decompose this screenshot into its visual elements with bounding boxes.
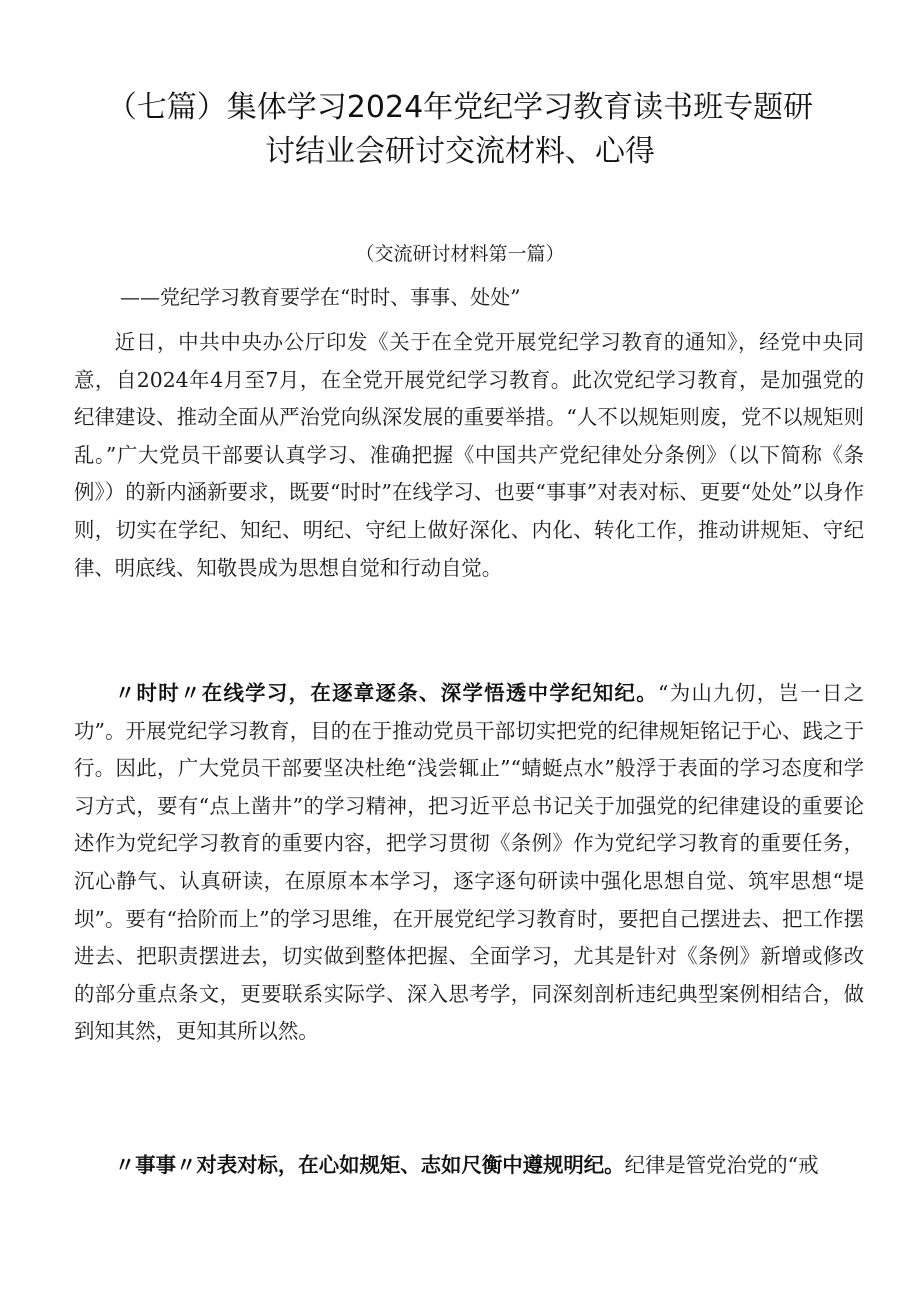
document-title bbox=[60, 86, 860, 174]
paragraph-lead-heading: 〃事事〃对表对标，在心如规矩、志如尺衡中遵规明纪。 bbox=[114, 1153, 625, 1177]
paragraph-text: “为山九仞，岂一日之功”。开展党纪学习教育，目的在于推动党员干部切实把党的纪律规矩铭记于心、践之于行。因此，广大党员干部要坚决杜绝“浅尝辄止”“蜻蜓点水”般浮于表面的学习态度和学习方式，要有“点上凿井”的学习精神，把习近平总书记关于加强党的纪律建设的重要论述作为党纪学习教育的重要内容，把学习贯彻《条例》作为党纪学习教育的重要任务，沉心静气、认真研读，在原原本本学习，逐字逐句研读中强化思想自觉、筑牢思想“堤坝”。要有“拾阶而上”的学习思维，在开展党纪学习教育时，要把自己摆进去、把工作摆进去、把职责摆进去，切实做到整体把握、全面学习，尤其是针对《条例》新增或修改的部分重点条文，更要联系实际学、深入思考学，同深刻剖析违纪典型案例相结合，做到知其然，更知其所以然。 bbox=[74, 681, 864, 1044]
paragraph-text: 纪律是管党治党的“戒 bbox=[624, 1153, 819, 1177]
theme-line: ——党纪学习教育要学在“时时、事事、处处” bbox=[120, 285, 521, 309]
paragraph-lead-heading: 〃时时〃在线学习，在逐章逐条、深学悟透中学纪知纪。 bbox=[114, 681, 659, 705]
paragraph-text: 近日，中共中央办公厅印发《关于在全党开展党纪学习教育的通知》，经党中央同意，自2024年4月至7月，在全党开展党纪学习教育。此次党纪学习教育，是加强党的纪律建设、推动全面从严治党向纵深发展的重要举措。“人不以规矩则废，党不以规矩则乱。”广大党员干部要认真学习、准确把握《中国共产党纪律处分条例》（以下简称《条例》）的新内涵新要求，既要“时时”在线学习、也要“事事”对表对标、更要“处处”以身作则，切实在学纪、知纪、明纪、守纪上做好深化、内化、转化工作，推动讲规矩、守纪律、明底线、知敬畏成为思想自觉和行动自觉。 bbox=[74, 330, 864, 580]
document-title-line-1: （七篇）集体学习2024年党纪学习教育读书班专题研 bbox=[106, 90, 814, 125]
body-paragraph-3 bbox=[74, 1147, 864, 1187]
body-paragraph-1 bbox=[74, 324, 864, 587]
document-title-line-2: 讨结业会研讨交流材料、心得 bbox=[265, 134, 655, 169]
body-paragraph-2 bbox=[74, 675, 864, 1051]
section-label: （交流研讨材料第一篇） bbox=[355, 243, 565, 265]
